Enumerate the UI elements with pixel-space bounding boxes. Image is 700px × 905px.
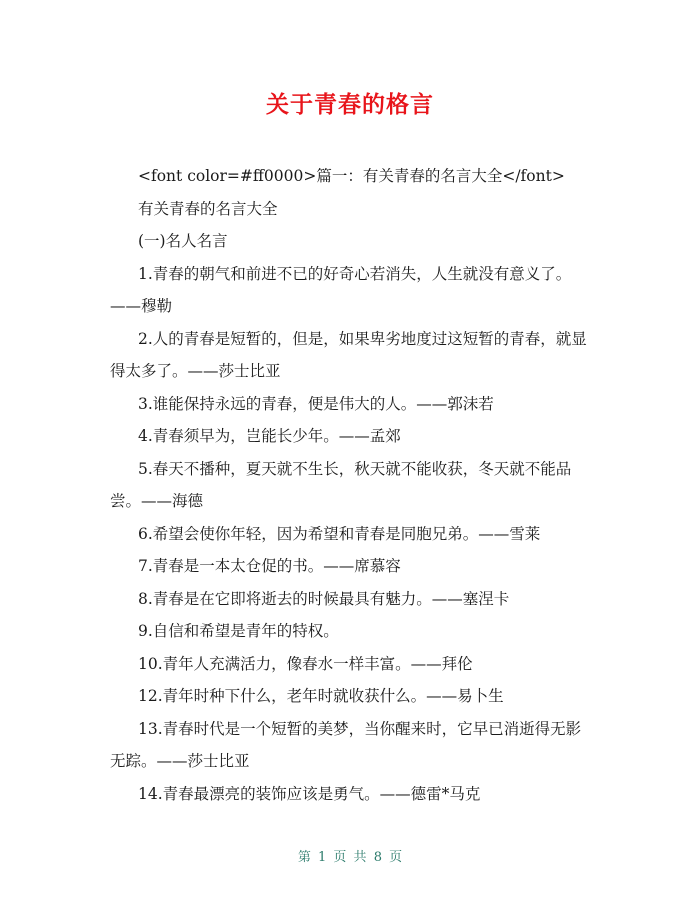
paragraph: 4.青春须早为，岂能长少年。——孟郊 <box>138 427 401 445</box>
paragraph: 13.青春时代是一个短暂的美梦，当你醒来时，它早已消逝得无影无踪。——莎士比亚 <box>110 719 582 770</box>
paragraph: <font color=#ff0000>篇一：有关青春的名言大全</font> <box>138 167 565 185</box>
paragraph: 5.春天不播种，夏天就不生长，秋天就不能收获，冬天就不能品尝。——海德 <box>110 459 572 510</box>
paragraph: 6.希望会使你年轻，因为希望和青春是同胞兄弟。——雪莱 <box>138 524 541 543</box>
paragraph: (一)名人名言 <box>138 232 228 250</box>
page-footer: 第 1 页 共 8 页 <box>297 850 403 865</box>
document-title: 关于青春的格言 <box>266 92 434 118</box>
paragraph: 3.谁能保持永远的青春，便是伟大的人。——郭沫若 <box>138 394 494 413</box>
paragraph: 7.青春是一本太仓促的书。——席慕容 <box>138 557 401 575</box>
paragraph: 12.青年时种下什么，老年时就收获什么。——易卜生 <box>138 687 504 705</box>
document-body <box>110 160 594 810</box>
paragraph: 9.自信和希望是青年的特权。 <box>138 622 339 640</box>
paragraph: 有关青春的名言大全 <box>138 199 278 218</box>
paragraph: 1.青春的朝气和前进不已的好奇心若消失，人生就没有意义了。——穆勒 <box>110 264 572 315</box>
paragraph: 10.青年人充满活力，像春水一样丰富。——拜伦 <box>138 654 473 673</box>
paragraph: 2.人的青春是短暂的，但是，如果卑劣地度过这短暂的青春，就显得太多了。——莎士比亚 <box>110 329 587 380</box>
paragraph: 8.青春是在它即将逝去的时候最具有魅力。——塞涅卡 <box>138 589 510 608</box>
paragraph: 14.青春最漂亮的装饰应该是勇气。——德雷*马克 <box>138 784 481 803</box>
